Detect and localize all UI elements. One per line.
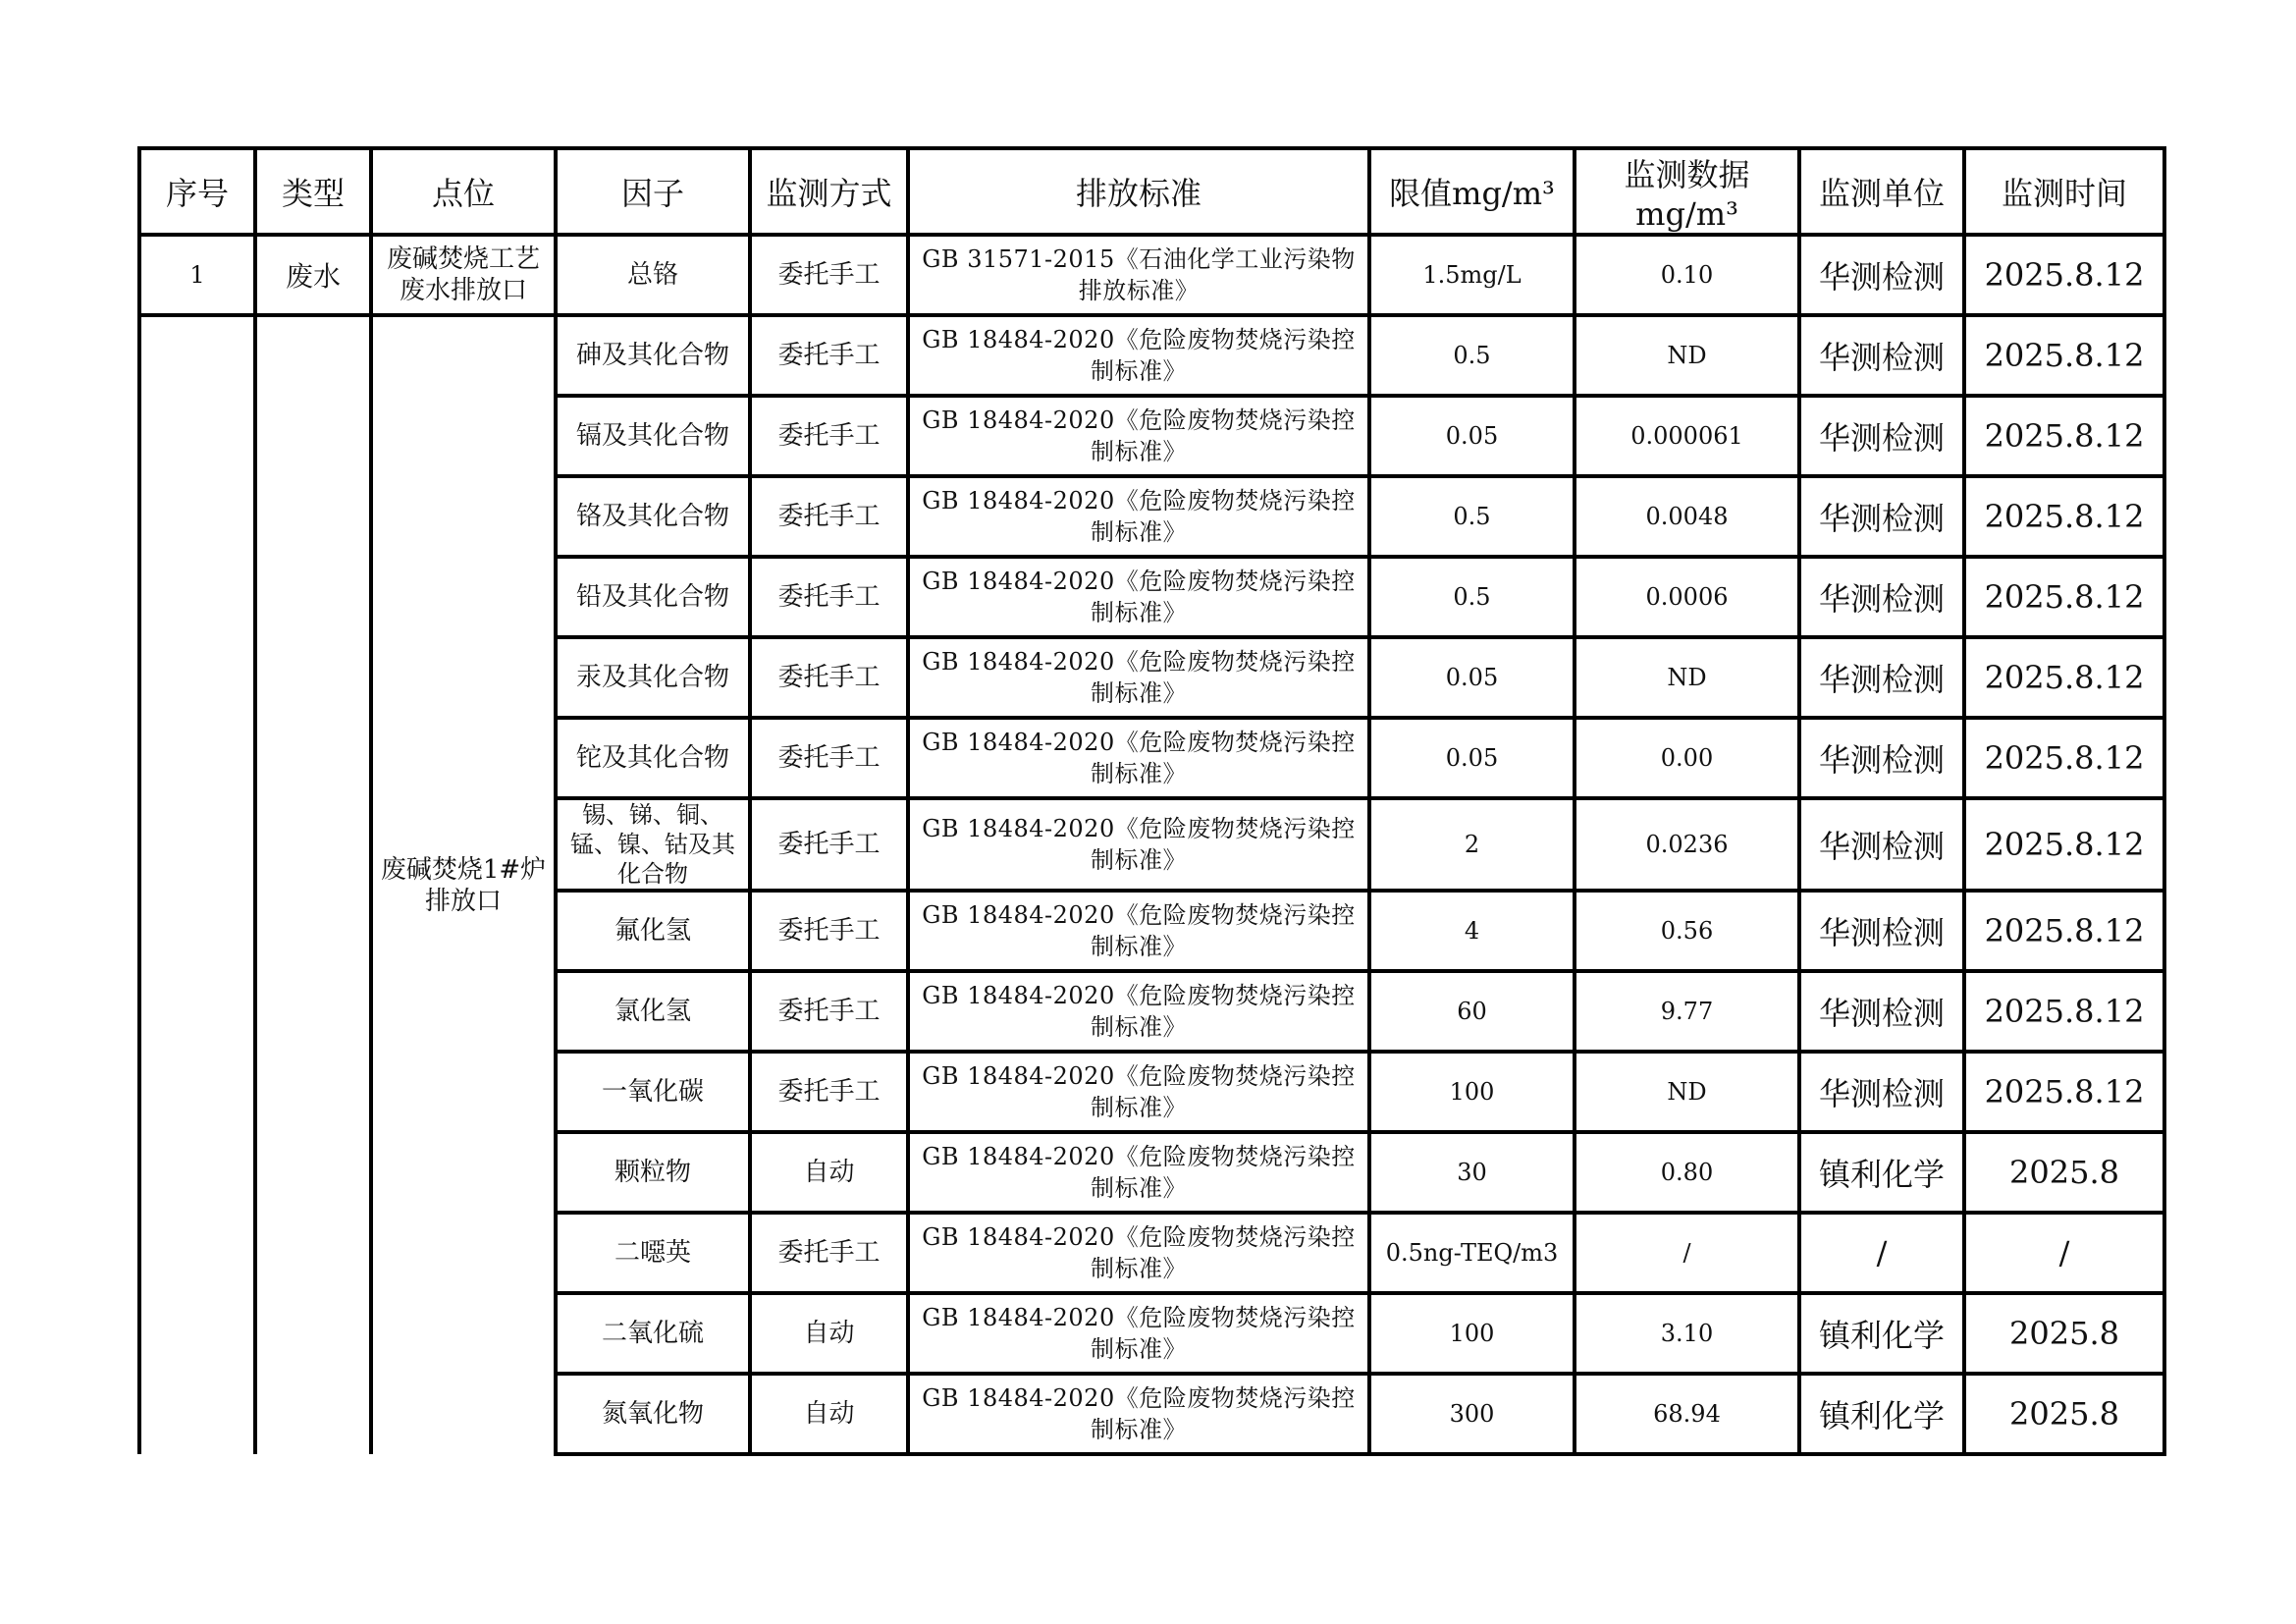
cell-limit: 0.05	[1369, 396, 1575, 476]
cell-limit: 30	[1369, 1132, 1575, 1213]
cell-standard: GB 18484-2020《危险废物焚烧污染控制标准》	[908, 718, 1369, 798]
cell-factor: 汞及其化合物	[556, 637, 750, 718]
cell-unit: 华测检测	[1799, 396, 1964, 476]
cell-value: 0.0236	[1575, 798, 1799, 891]
cell-limit: 100	[1369, 1052, 1575, 1132]
header-value: 监测数据mg/m³	[1575, 148, 1799, 235]
cell-standard: GB 18484-2020《危险废物焚烧污染控制标准》	[908, 1213, 1369, 1293]
cell-value: 0.10	[1575, 235, 1799, 315]
cell-value: 0.80	[1575, 1132, 1799, 1213]
cell-standard: GB 18484-2020《危险废物焚烧污染控制标准》	[908, 1132, 1369, 1213]
cell-factor: 总铬	[556, 235, 750, 315]
header-time: 监测时间	[1964, 148, 2164, 235]
cell-unit: 华测检测	[1799, 557, 1964, 637]
cell-value: 3.10	[1575, 1293, 1799, 1374]
cell-unit: 镇利化学	[1799, 1374, 1964, 1454]
cell-seq-group	[139, 315, 255, 1454]
monitoring-table	[137, 146, 2166, 1456]
header-row	[139, 148, 2164, 235]
cell-type-group	[255, 315, 371, 1454]
cell-factor: 氯化氢	[556, 971, 750, 1052]
cell-value: 9.77	[1575, 971, 1799, 1052]
cell-method: 委托手工	[750, 971, 908, 1052]
cell-value: 0.0048	[1575, 476, 1799, 557]
cell-standard: GB 18484-2020《危险废物焚烧污染控制标准》	[908, 891, 1369, 971]
cell-value: 0.0006	[1575, 557, 1799, 637]
cell-time: 2025.8.12	[1964, 891, 2164, 971]
cell-standard: GB 18484-2020《危险废物焚烧污染控制标准》	[908, 637, 1369, 718]
cell-unit: 华测检测	[1799, 798, 1964, 891]
cell-limit: 0.05	[1369, 637, 1575, 718]
cell-value: 0.56	[1575, 891, 1799, 971]
header-method: 监测方式	[750, 148, 908, 235]
cell-standard: GB 18484-2020《危险废物焚烧污染控制标准》	[908, 1293, 1369, 1374]
cell-time: 2025.8.12	[1964, 1052, 2164, 1132]
cell-factor: 一氧化碳	[556, 1052, 750, 1132]
cell-value: ND	[1575, 1052, 1799, 1132]
cell-method: 自动	[750, 1374, 908, 1454]
cell-unit: 华测检测	[1799, 637, 1964, 718]
header-factor: 因子	[556, 148, 750, 235]
cell-factor: 砷及其化合物	[556, 315, 750, 396]
cell-standard: GB 18484-2020《危险废物焚烧污染控制标准》	[908, 315, 1369, 396]
cell-factor: 镉及其化合物	[556, 396, 750, 476]
cell-unit: 镇利化学	[1799, 1132, 1964, 1213]
header-point: 点位	[371, 148, 556, 235]
cell-value: 68.94	[1575, 1374, 1799, 1454]
cell-point-group: 废碱焚烧1#炉排放口	[371, 315, 556, 1454]
cell-method: 委托手工	[750, 637, 908, 718]
cell-limit: 0.5ng-TEQ/m3	[1369, 1213, 1575, 1293]
cell-method: 委托手工	[750, 396, 908, 476]
cell-limit: 100	[1369, 1293, 1575, 1374]
cell-factor: 颗粒物	[556, 1132, 750, 1213]
cell-time: 2025.8.12	[1964, 315, 2164, 396]
cell-time: 2025.8.12	[1964, 798, 2164, 891]
header-unit: 监测单位	[1799, 148, 1964, 235]
cell-method: 委托手工	[750, 315, 908, 396]
cell-time: 2025.8.12	[1964, 557, 2164, 637]
cell-factor: 锡、锑、铜、锰、镍、钴及其化合物	[556, 798, 750, 891]
cell-unit: 华测检测	[1799, 718, 1964, 798]
cell-time: 2025.8	[1964, 1374, 2164, 1454]
table-row	[139, 235, 2164, 315]
cell-standard: GB 18484-2020《危险废物焚烧污染控制标准》	[908, 396, 1369, 476]
cell-method: 委托手工	[750, 798, 908, 891]
header-limit: 限值mg/m³	[1369, 148, 1575, 235]
cell-value: ND	[1575, 315, 1799, 396]
cell-value: /	[1575, 1213, 1799, 1293]
cell-factor: 氮氧化物	[556, 1374, 750, 1454]
cell-method: 委托手工	[750, 557, 908, 637]
cell-method: 委托手工	[750, 235, 908, 315]
cell-standard: GB 18484-2020《危险废物焚烧污染控制标准》	[908, 557, 1369, 637]
cell-limit: 60	[1369, 971, 1575, 1052]
cell-time: 2025.8.12	[1964, 235, 2164, 315]
cell-unit: 华测检测	[1799, 891, 1964, 971]
cell-method: 委托手工	[750, 1052, 908, 1132]
cell-unit: 华测检测	[1799, 476, 1964, 557]
cell-method: 委托手工	[750, 1213, 908, 1293]
cell-factor: 二噁英	[556, 1213, 750, 1293]
cell-seq: 1	[139, 235, 255, 315]
cell-unit: 华测检测	[1799, 315, 1964, 396]
cell-limit: 1.5mg/L	[1369, 235, 1575, 315]
cell-value: 0.00	[1575, 718, 1799, 798]
cell-method: 自动	[750, 1132, 908, 1213]
cell-unit: 华测检测	[1799, 971, 1964, 1052]
cell-time: 2025.8.12	[1964, 971, 2164, 1052]
cell-limit: 0.5	[1369, 476, 1575, 557]
cell-method: 自动	[750, 1293, 908, 1374]
cell-value: ND	[1575, 637, 1799, 718]
cell-unit: 华测检测	[1799, 1052, 1964, 1132]
cell-limit: 4	[1369, 891, 1575, 971]
cell-standard: GB 18484-2020《危险废物焚烧污染控制标准》	[908, 971, 1369, 1052]
cell-type: 废水	[255, 235, 371, 315]
cell-limit: 0.5	[1369, 557, 1575, 637]
cell-method: 委托手工	[750, 476, 908, 557]
cell-time: 2025.8	[1964, 1132, 2164, 1213]
cell-factor: 铊及其化合物	[556, 718, 750, 798]
cell-time: 2025.8.12	[1964, 718, 2164, 798]
cell-standard: GB 18484-2020《危险废物焚烧污染控制标准》	[908, 798, 1369, 891]
cell-unit: /	[1799, 1213, 1964, 1293]
cell-standard: GB 18484-2020《危险废物焚烧污染控制标准》	[908, 1374, 1369, 1454]
cell-factor: 二氧化硫	[556, 1293, 750, 1374]
cell-limit: 0.5	[1369, 315, 1575, 396]
header-type: 类型	[255, 148, 371, 235]
table-row	[139, 315, 2164, 396]
cell-time: /	[1964, 1213, 2164, 1293]
cell-factor: 铅及其化合物	[556, 557, 750, 637]
cell-value: 0.000061	[1575, 396, 1799, 476]
cell-standard: GB 18484-2020《危险废物焚烧污染控制标准》	[908, 476, 1369, 557]
cell-time: 2025.8.12	[1964, 476, 2164, 557]
header-standard: 排放标准	[908, 148, 1369, 235]
cell-standard: GB 31571-2015《石油化学工业污染物排放标准》	[908, 235, 1369, 315]
cell-limit: 300	[1369, 1374, 1575, 1454]
cell-time: 2025.8.12	[1964, 396, 2164, 476]
cell-method: 委托手工	[750, 891, 908, 971]
cell-limit: 0.05	[1369, 718, 1575, 798]
cell-limit: 2	[1369, 798, 1575, 891]
table-body	[139, 235, 2164, 1454]
cell-unit: 镇利化学	[1799, 1293, 1964, 1374]
cell-point: 废碱焚烧工艺废水排放口	[371, 235, 556, 315]
cell-factor: 铬及其化合物	[556, 476, 750, 557]
cell-standard: GB 18484-2020《危险废物焚烧污染控制标准》	[908, 1052, 1369, 1132]
cell-time: 2025.8	[1964, 1293, 2164, 1374]
cell-time: 2025.8.12	[1964, 637, 2164, 718]
cell-factor: 氟化氢	[556, 891, 750, 971]
header-seq: 序号	[139, 148, 255, 235]
cell-method: 委托手工	[750, 718, 908, 798]
cell-unit: 华测检测	[1799, 235, 1964, 315]
